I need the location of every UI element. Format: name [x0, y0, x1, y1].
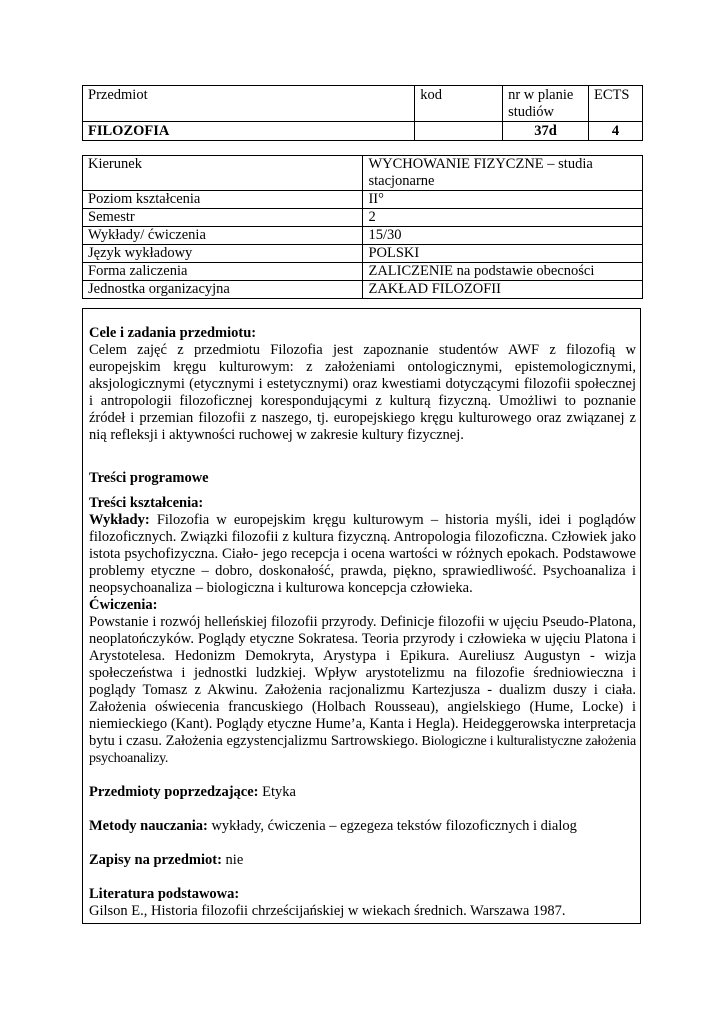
prereq-value: Etyka	[258, 784, 296, 800]
enrollment-label: Zapisy na przedmiot:	[89, 852, 222, 868]
details-value: WYCHOWANIE FIZYCZNE – studia stacjonarne	[363, 156, 643, 191]
details-value: POLSKI	[363, 245, 643, 263]
code-header: kod	[415, 86, 503, 122]
literature-heading: Literatura podstawowa:	[89, 886, 240, 902]
course-table-header-row	[83, 86, 643, 122]
ects-value: 4	[589, 122, 643, 141]
methods-label: Metody nauczania:	[89, 818, 208, 834]
course-table-value-row	[83, 122, 643, 141]
methods-value: wykłady, ćwiczenia – egzegeza tekstów filozoficznych i dialog	[207, 818, 577, 834]
plan-number-value: 37d	[503, 122, 589, 141]
plan-number-header: nr w planie studiów	[503, 86, 589, 122]
details-value: II°	[363, 191, 643, 209]
lectures-text: Filozofia w europejskim kręgu kulturowym – historia myśli, idei i poglądów filozoficznych. Związki filozofii z kultura fizyczną. Antropologia filozoficzna. Człowiek jako istota psychofizyczna. Ciało- jego recepcja i ocena wartości w różnych epokach. Podstawowe problemy etyczne – dobro, doskonałość, prawda, piękno, sprawiedliwość. Psychoanaliza i neopsychoanaliza – biologiczna i kulturowa koncepcja człowieka.	[89, 512, 636, 596]
enrollment	[89, 852, 636, 869]
program-heading: Treści programowe	[89, 470, 209, 486]
details-row	[83, 263, 643, 281]
subject-header: Przedmiot	[83, 86, 415, 122]
literature-text: Gilson E., Historia filozofii chrześcijańskiej w wiekach średnich. Warszawa 1987.	[89, 903, 566, 919]
details-value: 15/30	[363, 227, 643, 245]
goals-text: Celem zajęć z przedmiotu Filozofia jest zapoznanie studentów AWF z filozofią w europejskim kręgu kulturowym: z założeniami ontologicznymi, epistemologicznymi, aksjologicznymi (etycznymi i estetycznymi) oraz kwestiami dotyczącymi filozofii społecznej i antropologii filozoficznej korespondującymi z kulturą fizyczną. Umożliwi to poznanie źródeł i przemian filozofii z naszego, tj. europejskiego kręgu kulturowego oraz związanej z nią refleksji i aktywności ruchowej w zakresie kultury fizycznej.	[89, 342, 636, 443]
enrollment-value: nie	[221, 852, 244, 868]
details-label: Poziom kształcenia	[83, 191, 363, 209]
details-table	[82, 155, 643, 299]
lectures-paragraph	[89, 512, 636, 597]
teaching-methods	[89, 818, 636, 835]
course-table	[82, 85, 643, 141]
ects-header: ECTS	[589, 86, 643, 122]
lectures-label: Wykłady:	[89, 512, 150, 528]
code-value	[415, 122, 503, 141]
details-label: Forma zaliczenia	[83, 263, 363, 281]
details-label: Semestr	[83, 209, 363, 227]
details-value: ZALICZENIE na podstawie obecności	[363, 263, 643, 281]
prerequisites	[89, 784, 636, 801]
exercises-paragraph	[89, 614, 636, 767]
details-row	[83, 191, 643, 209]
details-label: Wykłady/ ćwiczenia	[83, 227, 363, 245]
course-description-box	[82, 308, 641, 924]
details-row	[83, 156, 643, 191]
education-heading: Treści kształcenia:	[89, 495, 204, 511]
details-label: Język wykładowy	[83, 245, 363, 263]
details-label: Jednostka organizacyjna	[83, 281, 363, 299]
details-row	[83, 209, 643, 227]
exercises-text-tail: Biologiczne i kulturalistyczne założenia psychoanalizy.	[89, 734, 636, 766]
details-label: Kierunek	[83, 156, 363, 191]
details-value: ZAKŁAD FILOZOFII	[363, 281, 643, 299]
goals-heading: Cele i zadania przedmiotu:	[89, 325, 257, 341]
details-row	[83, 281, 643, 299]
details-row	[83, 245, 643, 263]
subject-value: FILOZOFIA	[83, 122, 415, 141]
prereq-label: Przedmioty poprzedzające:	[89, 784, 259, 800]
details-row	[83, 227, 643, 245]
exercises-heading: Ćwiczenia:	[89, 597, 158, 613]
exercises-text: Powstanie i rozwój helleńskiej filozofii przyrody. Definicje filozofii w ujęciu Pseudo-Platona, neoplatończyków. Poglądy etyczne Sokratesa. Teoria przyrody i człowieka w ujęciu Platona i Arystotelesa. Hedonizm Demokryta, Arystypa i Epikura. Aureliusz Augustyn - wizja społeczeństwa i jednostki ludzkiej. Wpływ arystotelizmu na filozofie średniowieczna i poglądy Tomasz z Akwinu. Założenia racjonalizmu Kartezjusza - dualizm duszy i ciała. Założenia oświecenia francuskiego (Holbach Rousseau), angielskiego (Hume, Locke) i niemieckiego (Kant). Poglądy etyczne Hume’a, Kanta i Hegla). Heideggerowska interpretacja bytu i czasu. Założenia egzystencjalizmu Sartrowskiego.	[89, 614, 636, 749]
details-value: 2	[363, 209, 643, 227]
